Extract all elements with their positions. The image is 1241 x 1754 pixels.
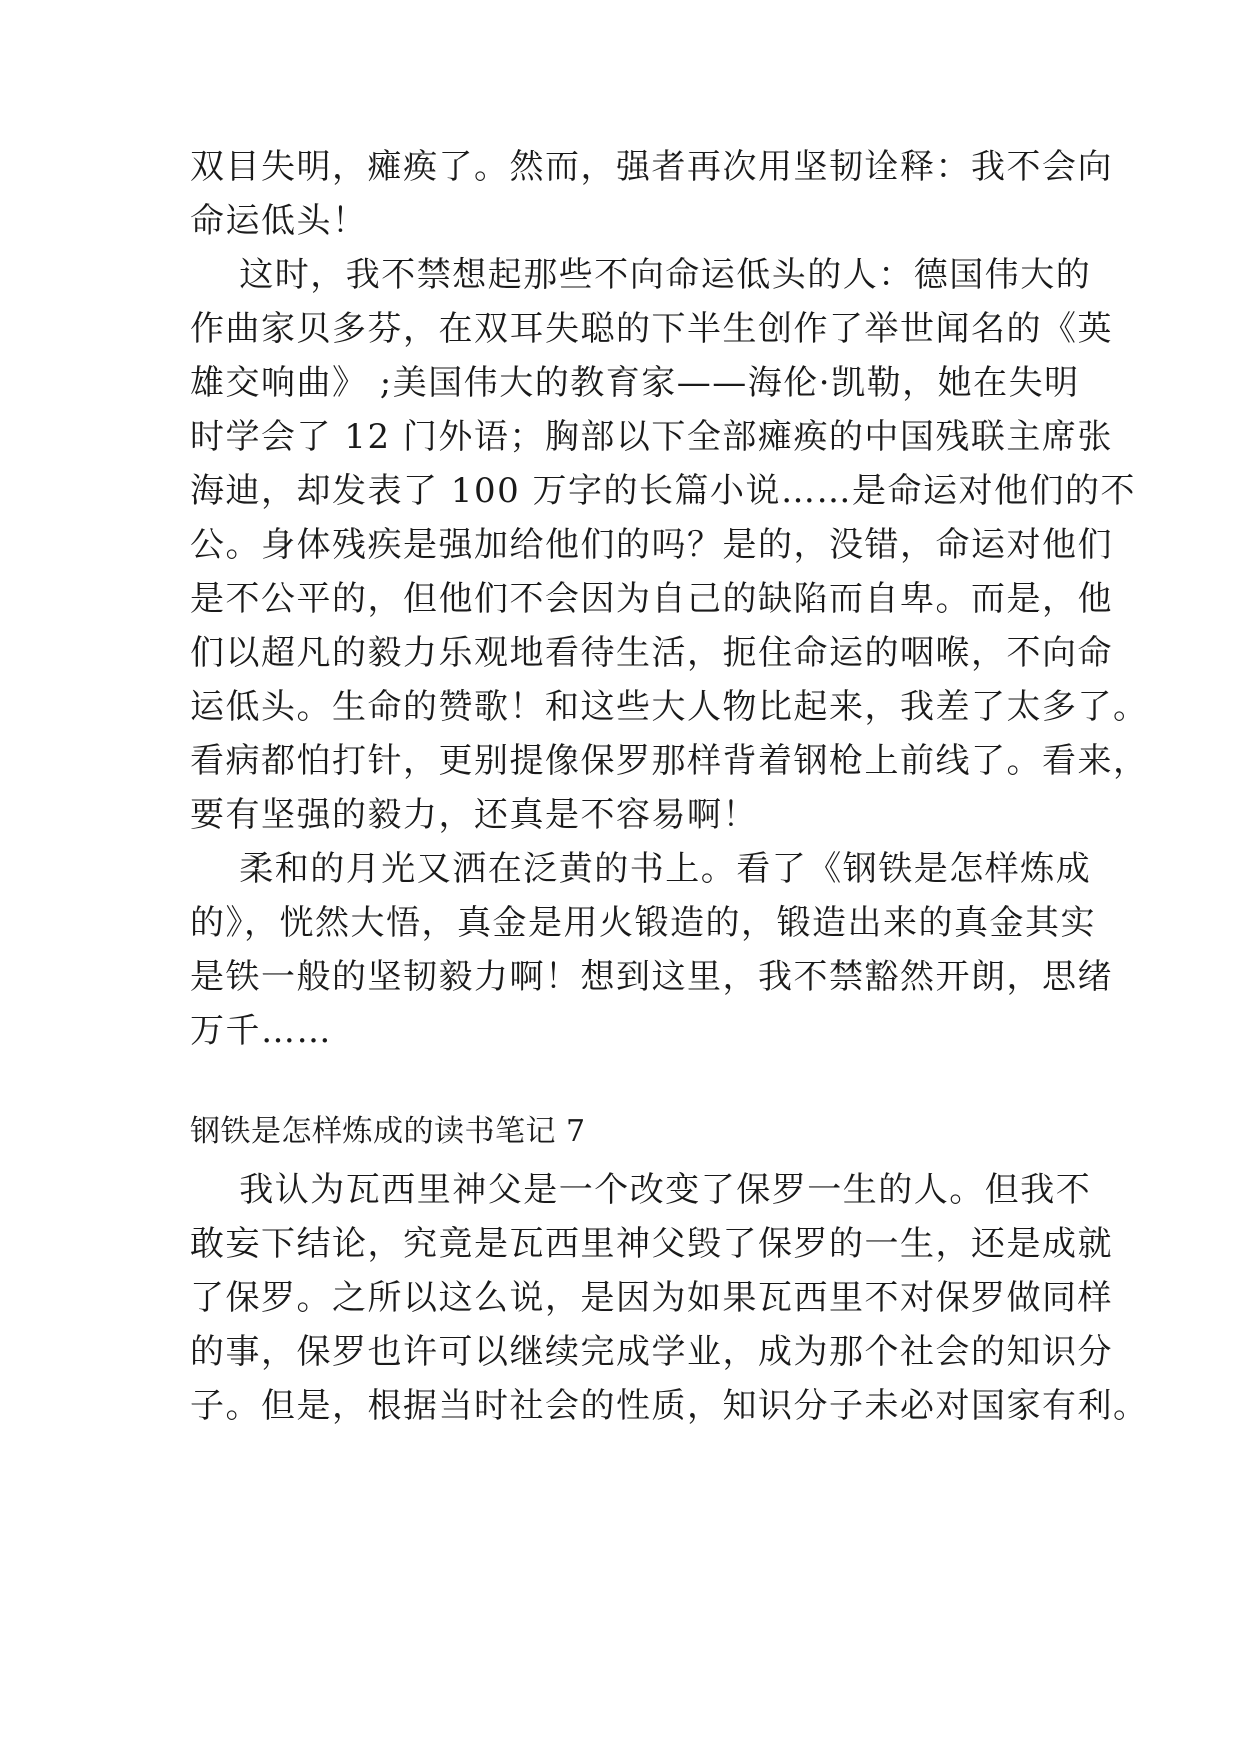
text-line: 的事，保罗也许可以继续完成学业，成为那个社会的知识分 xyxy=(190,1332,1113,1372)
text-line: 看病都怕打针，更别提像保罗那样背着钢枪上前线了。看来， xyxy=(190,741,1149,781)
text-line: 这时，我不禁想起那些不向命运低头的人：德国伟大的 xyxy=(190,255,1092,295)
text-line: 雄交响曲》 ;美国伟大的教育家——海伦·凯勒，她在失明 xyxy=(190,363,1080,403)
text-line: 作曲家贝多芬，在双耳失聪的下半生创作了举世闻名的《英 xyxy=(190,309,1113,349)
text-line: 们以超凡的毅力乐观地看待生活，扼住命运的咽喉，不向命 xyxy=(190,633,1113,673)
section-title: 钢铁是怎样炼成的读书笔记 7 xyxy=(190,1114,586,1149)
text-line: 我认为瓦西里神父是一个改变了保罗一生的人。但我不 xyxy=(190,1170,1092,1210)
text-line: 是不公平的，但他们不会因为自己的缺陷而自卑。而是，他 xyxy=(190,579,1113,619)
text-line: 双目失明，瘫痪了。然而，强者再次用坚韧诠释：我不会向 xyxy=(190,147,1113,187)
text-line: 是铁一般的坚韧毅力啊！想到这里，我不禁豁然开朗，思绪 xyxy=(190,957,1113,997)
text-line: 的》，恍然大悟，真金是用火锻造的，锻造出来的真金其实 xyxy=(190,903,1096,943)
text-line: 命运低头！ xyxy=(190,201,368,241)
text-line: 柔和的月光又洒在泛黄的书上。看了《钢铁是怎样炼成 xyxy=(190,849,1092,889)
text-line: 要有坚强的毅力，还真是不容易啊！ xyxy=(190,795,758,835)
text-line: 了保罗。之所以这么说，是因为如果瓦西里不对保罗做同样 xyxy=(190,1278,1113,1318)
text-line: 敢妄下结论，究竟是瓦西里神父毁了保罗的一生，还是成就 xyxy=(190,1224,1113,1264)
text-line: 运低头。生命的赞歌！和这些大人物比起来，我差了太多了。 xyxy=(190,687,1149,727)
text-line: 万千…… xyxy=(190,1011,332,1051)
text-line: 子。但是，根据当时社会的性质，知识分子未必对国家有利。 xyxy=(190,1386,1149,1426)
text-line: 时学会了 12 门外语；胸部以下全部瘫痪的中国残联主席张 xyxy=(190,417,1113,457)
text-line: 公。身体残疾是强加给他们的吗？是的，没错，命运对他们 xyxy=(190,525,1113,565)
text-line: 海迪，却发表了 100 万字的长篇小说……是命运对他们的不 xyxy=(190,471,1137,511)
